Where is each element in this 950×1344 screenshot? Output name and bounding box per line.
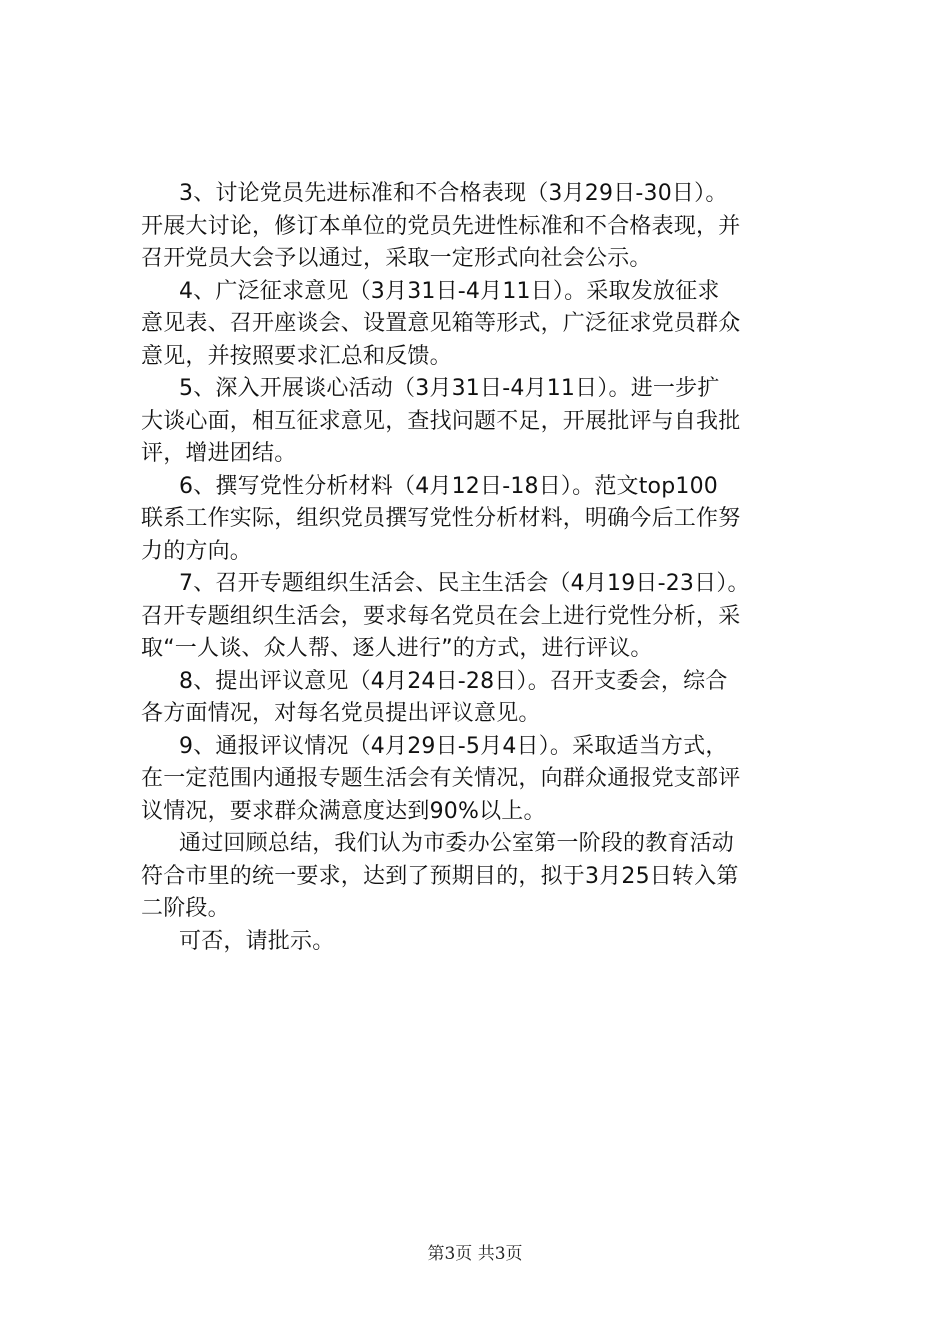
page-footer: 第3页 共3页	[427, 1244, 523, 1264]
paragraph-start-line: 9、通报评议情况（4月29日-5月4日）。采取适当方式，	[179, 733, 728, 759]
paragraph-line: 开展大讨论，修订本单位的党员先进性标准和不合格表现，并	[141, 213, 741, 239]
paragraph-start-line: 6、撰写党性分析材料（4月12日-18日）。范文top100	[179, 473, 718, 499]
paragraph-line: 联系工作实际，组织党员撰写党性分析材料，明确今后工作努	[141, 506, 741, 531]
paragraph-line: 符合市里的统一要求，达到了预期目的，拟于3月25日转入第	[141, 863, 739, 889]
paragraph-line: 召开专题组织生活会，要求每名党员在会上进行党性分析，采	[141, 603, 741, 629]
paragraph-start-line: 8、提出评议意见（4月24日-28日）。召开支委会，综合	[179, 668, 728, 694]
paragraph-line: 二阶段。	[141, 896, 230, 921]
paragraph-line: 大谈心面，相互征求意见，查找问题不足，开展批评与自我批	[141, 408, 741, 434]
paragraph-start-line: 7、召开专题组织生活会、民主生活会（4月19日-23日）。	[179, 571, 750, 596]
paragraph-line: 召开党员大会予以通过，采取一定形式向社会公示。	[141, 246, 652, 271]
paragraph-line: 各方面情况，对每名党员提出评议意见。	[141, 701, 541, 726]
paragraph-start-line: 4、广泛征求意见（3月31日-4月11日）。采取发放征求	[179, 278, 720, 304]
document-body	[141, 178, 841, 958]
paragraph-line: 力的方向。	[141, 538, 253, 564]
paragraph-line: 取“一人谈、众人帮、逐人进行”的方式，进行评议。	[141, 636, 653, 661]
paragraph-line: 议情况，要求群众满意度达到90%以上。	[141, 798, 546, 824]
paragraph-line: 在一定范围内通报专题生活会有关情况，向群众通报党支部评	[141, 766, 741, 791]
paragraph-line: 意见，并按照要求汇总和反馈。	[141, 343, 452, 369]
paragraph-start-line: 5、深入开展谈心活动（3月31日-4月11日）。进一步扩	[179, 376, 720, 401]
paragraph-start-line: 可否，请批示。	[179, 928, 335, 954]
paragraph-line: 意见表、召开座谈会、设置意见箱等形式，广泛征求党员群众	[141, 311, 741, 336]
paragraph-line: 评，增进团结。	[141, 441, 297, 466]
paragraph-start-line: 3、讨论党员先进标准和不合格表现（3月29日-30日）。	[179, 181, 728, 206]
paragraph-start-line: 通过回顾总结，我们认为市委办公室第一阶段的教育活动	[179, 831, 735, 856]
